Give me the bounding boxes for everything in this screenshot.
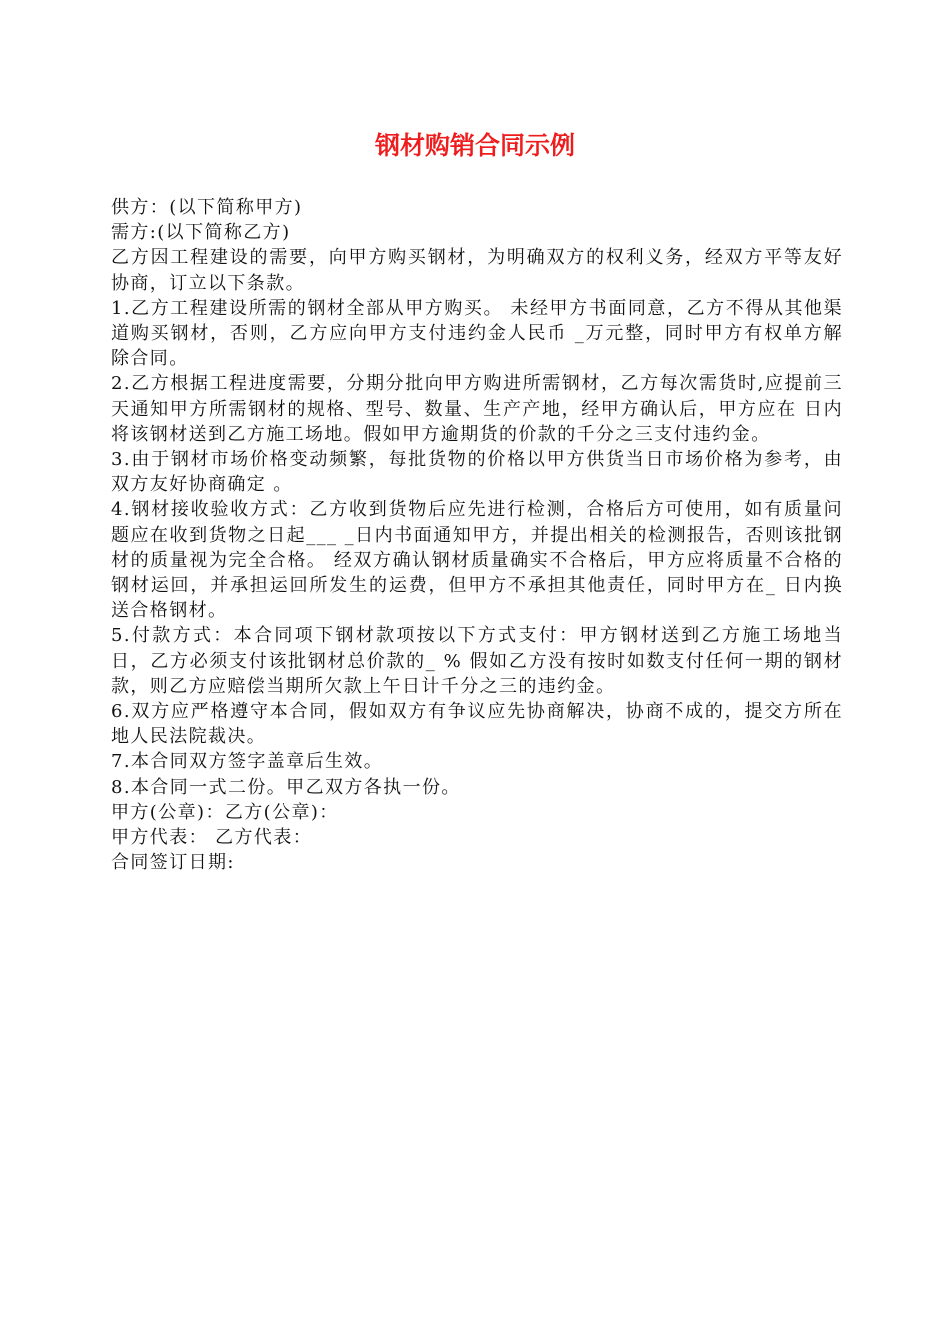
clause-4: 4.钢材接收验收方式：乙方收到货物后应先进行检测，合格后方可使用，如有质量问题应在收到货物之日起___ _日内书面通知甲方，并提出相关的检测报告，否则该批钢材的质量视为完全合格。 经双方确认钢材质量确实不合格后，甲方应将质量不合格的钢材运回，并承担运回所发生的运费，但甲方不承担其他责任，同时甲方在_ 日内换送合格钢材。	[111, 499, 843, 622]
contract-body	[111, 195, 843, 875]
clause-7: 7.本合同双方签字盖章后生效。	[111, 751, 384, 773]
clause-3: 3.由于钢材市场价格变动频繁，每批货物的价格以甲方供货当日市场价格为参考，由双方友好协商确定 。	[111, 449, 843, 496]
document-title: 钢材购销合同示例	[374, 131, 575, 160]
clause-6: 6.双方应严格遵守本合同，假如双方有争议应先协商解决，协商不成的，提交方所在地人民法院裁决。	[111, 701, 843, 748]
paragraph-preamble: 乙方因工程建设的需要，向甲方购买钢材，为明确双方的权利义务，经双方平等友好协商，订立以下条款。	[111, 247, 843, 294]
signature-representatives: 甲方代表： 乙方代表：	[111, 827, 313, 849]
clause-5: 5.付款方式：本合同项下钢材款项按以下方式支付：甲方钢材送到乙方施工场地当日，乙方必须支付该批钢材总价款的_ % 假如乙方没有按时如数支付任何一期的钢材款，则乙方应赔偿当期所欠款上午日计千分之三的违约金。	[111, 625, 843, 697]
signing-date: 合同签订日期:	[111, 852, 235, 874]
clause-8: 8.本合同一式二份。甲乙双方各执一份。	[111, 776, 461, 798]
clause-1: 1.乙方工程建设所需的钢材全部从甲方购买。 未经甲方书面同意，乙方不得从其他渠道购买钢材，否则，乙方应向甲方支付违约金人民币 _万元整，同时甲方有权单方解除合同。	[111, 297, 843, 370]
paragraph-buyer: 需方:(以下简称乙方)	[111, 222, 291, 244]
paragraph-supplier: 供方：(以下简称甲方)	[111, 197, 303, 218]
clause-2: 2.乙方根据工程进度需要，分期分批向甲方购进所需钢材，乙方每次需货时,应提前三天通知甲方所需钢材的规格、型号、数量、生产产地，经甲方确认后，甲方应在 日内将该钢材送到乙方施工场地。假如甲方逾期货的价款的千分之三支付违约金。	[111, 373, 843, 445]
signature-seals: 甲方(公章)：乙方(公章)：	[111, 801, 339, 823]
